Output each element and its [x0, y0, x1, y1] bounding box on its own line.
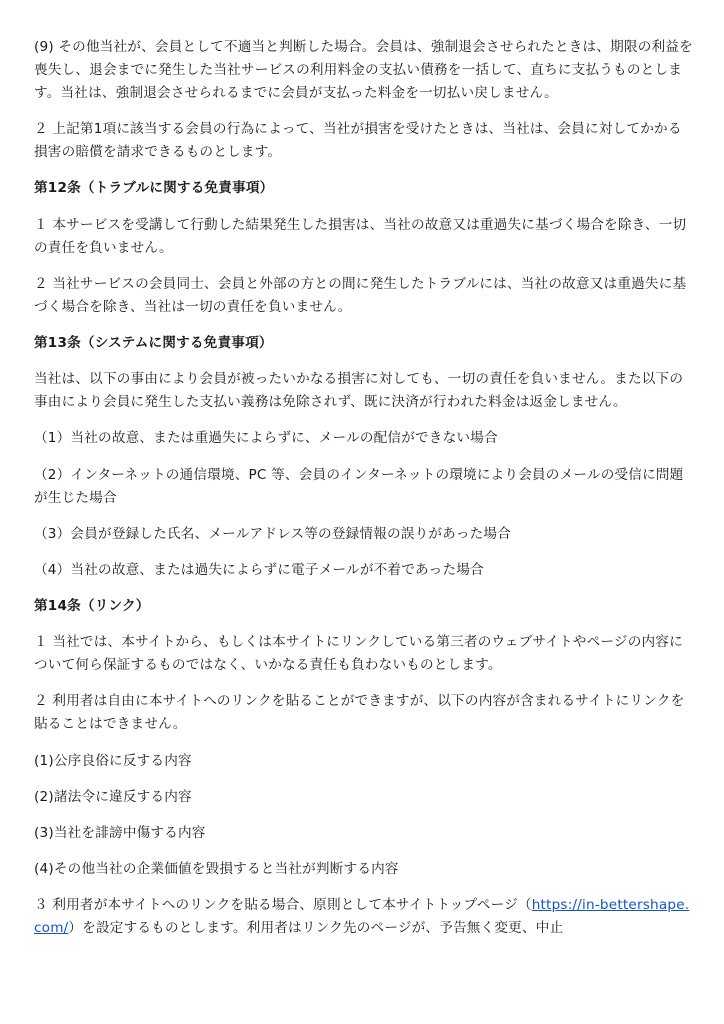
article-14-list-item-1: (1)公序良俗に反する内容: [34, 752, 192, 769]
article-14-list-item-3: (3)当社を誹謗中傷する内容: [34, 825, 206, 841]
article-14-list-item-2: (2)諸法令に違反する内容: [34, 788, 192, 805]
article-13-item-1: （1）当社の故意、または重過失によらずに、メールの配信ができない場合: [34, 430, 498, 447]
clause-3-text-after: ）を設定するものとします。利用者はリンク先のページが、予告無く変更、中止: [68, 920, 564, 937]
article-13-item-4: （4）当社の故意、または過失によらずに電子メールが不着であった場合: [34, 561, 484, 578]
article-14-clause-3: [34, 894, 694, 940]
article-13-item-3: （3）会員が登録した氏名、メールアドレス等の登録情報の誤りがあった場合: [34, 525, 512, 542]
article-14-heading: 第14条（リンク）: [34, 598, 150, 615]
article-12-clause-2: ２ 当社サービスの会員同士、会員と外部の方との間に発生したトラブルには、当社の故意又は重過失に基づく場合を除き、当社は一切の責任を負いません。: [34, 275, 687, 315]
article-13-intro: 当社は、以下の事由により会員が被ったいかなる損害に対しても、一切の責任を負いません。また以下の事由により会員に発生した支払い義務は免除されず、既に決済が行われた料金は返金しません。: [34, 371, 684, 411]
article-14-list-item-4: (4)その他当社の企業価値を毀損すると当社が判断する内容: [34, 861, 399, 878]
top-page-link[interactable]: https://in-bettershape.com/: [34, 897, 690, 937]
paragraph-damages-claim: ２ 上記第1項に該当する会員の行為によって、当社が損害を受けたときは、当社は、会員に対してかかる損害の賠償を請求できるものとします。: [34, 121, 682, 161]
article-14-clause-2: ２ 利用者は自由に本サイトへのリンクを貼ることができますが、以下の内容が含まれるサイトにリンクを貼ることはできません。: [34, 693, 685, 733]
article-14-clause-1: １ 当社では、本サイトから、もしくは本サイトにリンクしている第三者のウェブサイトやページの内容について何ら保証するものではなく、いかなる責任も負わないものとします。: [34, 634, 683, 674]
clause-3-text-before: ３ 利用者が本サイトへのリンクを貼る場合、原則として本サイトトップページ（: [34, 897, 532, 914]
document-page: [34, 36, 694, 954]
article-13-item-2: （2）インターネットの通信環境、PC 等、会員のインターネットの環境により会員のメールの受信に問題が生じた場合: [34, 466, 684, 506]
article-12-heading: 第12条（トラブルに関する免責事項）: [34, 180, 274, 197]
paragraph-9-forced-withdrawal: (9) その他当社が、会員として不適当と判断した場合。会員は、強制退会させられたときは、期限の利益を喪失し、退会までに発生した当社サービスの利用料金の支払い債務を一括して、直ちに支払うものとします。当社は、強制退会させられるまでに会員が支払った料金を一切払い戻しません。: [34, 39, 693, 101]
article-12-clause-1: １ 本サービスを受講して行動した結果発生した損害は、当社の故意又は重過失に基づく場合を除き、一切の責任を負いません。: [34, 216, 687, 256]
article-13-heading: 第13条（システムに関する免責事項）: [34, 334, 273, 351]
